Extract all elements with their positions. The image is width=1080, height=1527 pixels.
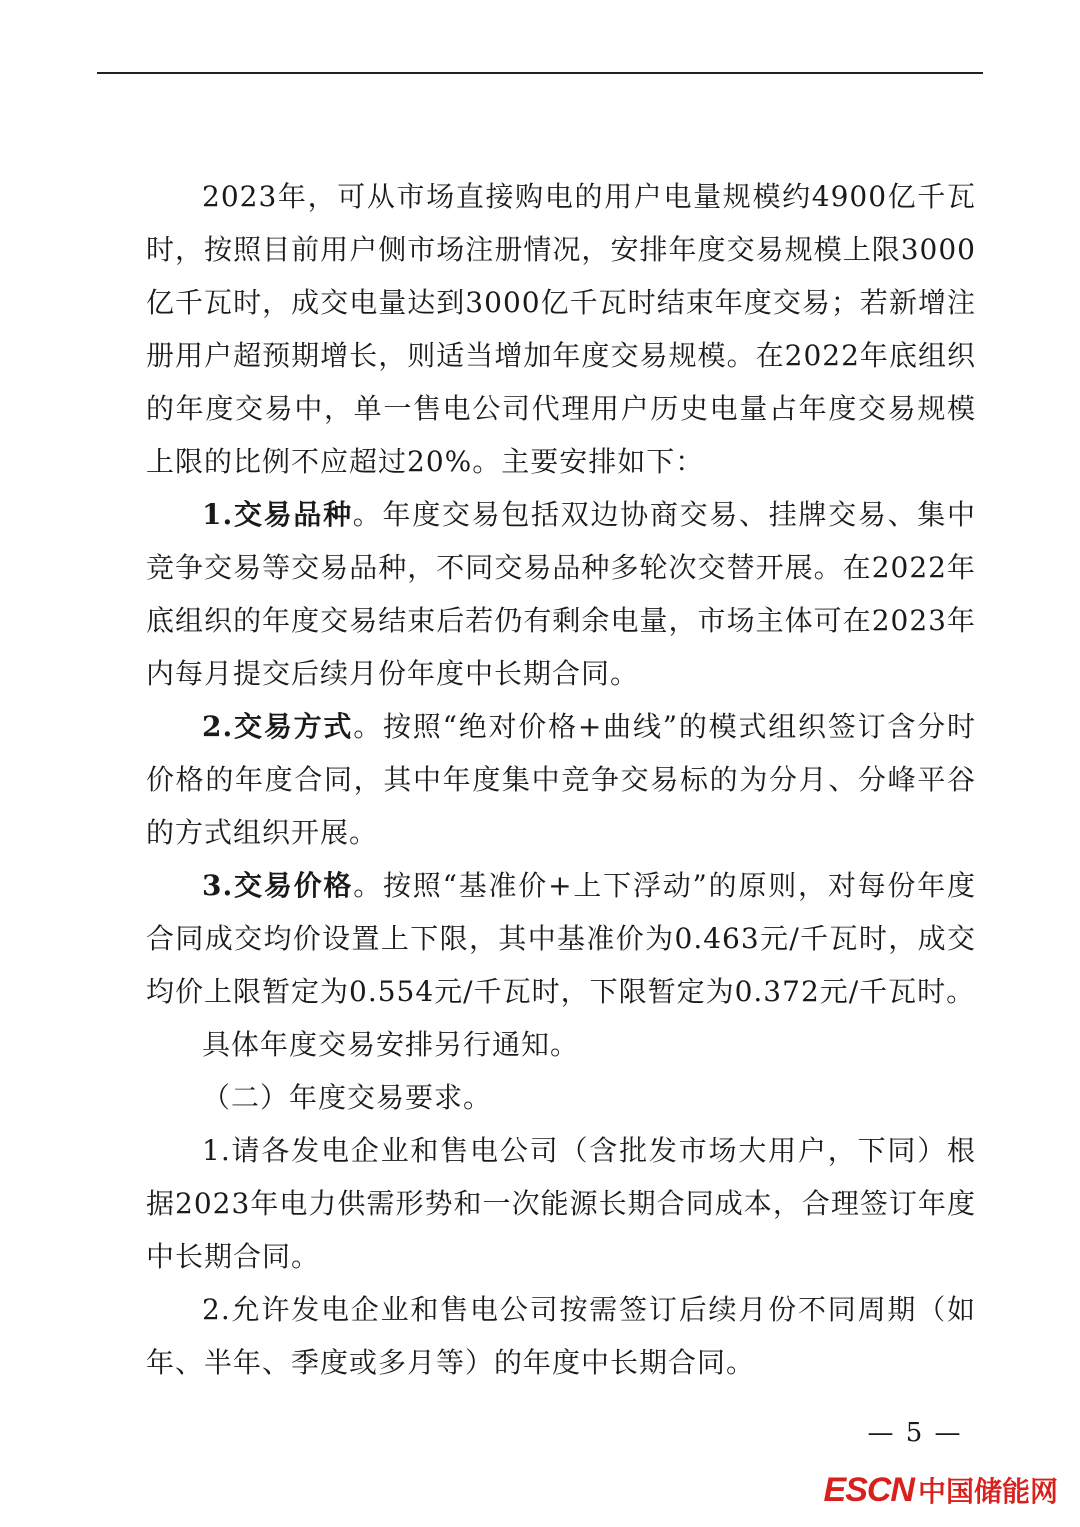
document-body — [146, 170, 976, 1389]
paragraph — [146, 859, 976, 1018]
paragraph — [146, 170, 976, 488]
paragraph-lead: 3.交易价格 — [202, 869, 354, 902]
paragraph-text: 具体年度交易安排另行通知。 — [202, 1028, 580, 1061]
paragraph-lead: 2.交易方式 — [202, 710, 354, 743]
watermark-name: 中国储能网 — [917, 1476, 1058, 1507]
paragraph-text: 。年度交易包括双边协商交易、挂牌交易、集中竞争交易等交易品种，不同交易品种多轮次交替开展。在2022年底组织的年度交易结束后若仍有剩余电量，市场主体可在2023年内每月提交后续月份年度中长期合同。 — [146, 498, 976, 690]
paragraph — [146, 700, 976, 859]
paragraph — [146, 1124, 976, 1283]
paragraph-lead: 1.交易品种 — [202, 498, 353, 531]
paragraph-text: 2023年，可从市场直接购电的用户电量规模约4900亿千瓦时，按照目前用户侧市场注册情况，安排年度交易规模上限3000亿千瓦时，成交电量达到3000亿千瓦时结束年度交易；若新增注册用户超预期增长，则适当增加年度交易规模。在2022年底组织的年度交易中，单一售电公司代理用户历史电量占年度交易规模上限的比例不应超过20%。主要安排如下： — [146, 180, 976, 478]
paragraph-text: 。按照“基准价+上下浮动”的原则，对每份年度合同成交均价设置上下限，其中基准价为0.463元/千瓦时，成交均价上限暂定为0.554元/千瓦时，下限暂定为0.372元/千瓦时。 — [146, 869, 977, 1008]
section-heading — [146, 1071, 976, 1124]
page-number: — 5 — — [867, 1418, 963, 1448]
header-rule — [97, 72, 983, 74]
watermark-logo — [824, 1470, 1058, 1510]
paragraph-text: 2.允许发电企业和售电公司按需签订后续月份不同周期（如年、半年、季度或多月等）的年度中长期合同。 — [146, 1293, 976, 1379]
paragraph-text: （二）年度交易要求。 — [202, 1081, 493, 1114]
paragraph — [146, 1283, 976, 1389]
paragraph — [146, 488, 976, 700]
watermark-brand: ESCN — [823, 1471, 914, 1509]
paragraph-text: 。按照“绝对价格+曲线”的模式组织签订含分时价格的年度合同，其中年度集中竞争交易标的为分月、分峰平谷的方式组织开展。 — [146, 710, 977, 849]
paragraph — [146, 1018, 976, 1071]
paragraph-text: 1.请各发电企业和售电公司（含批发市场大用户，下同）根据2023年电力供需形势和一次能源长期合同成本，合理签订年度中长期合同。 — [146, 1134, 976, 1273]
